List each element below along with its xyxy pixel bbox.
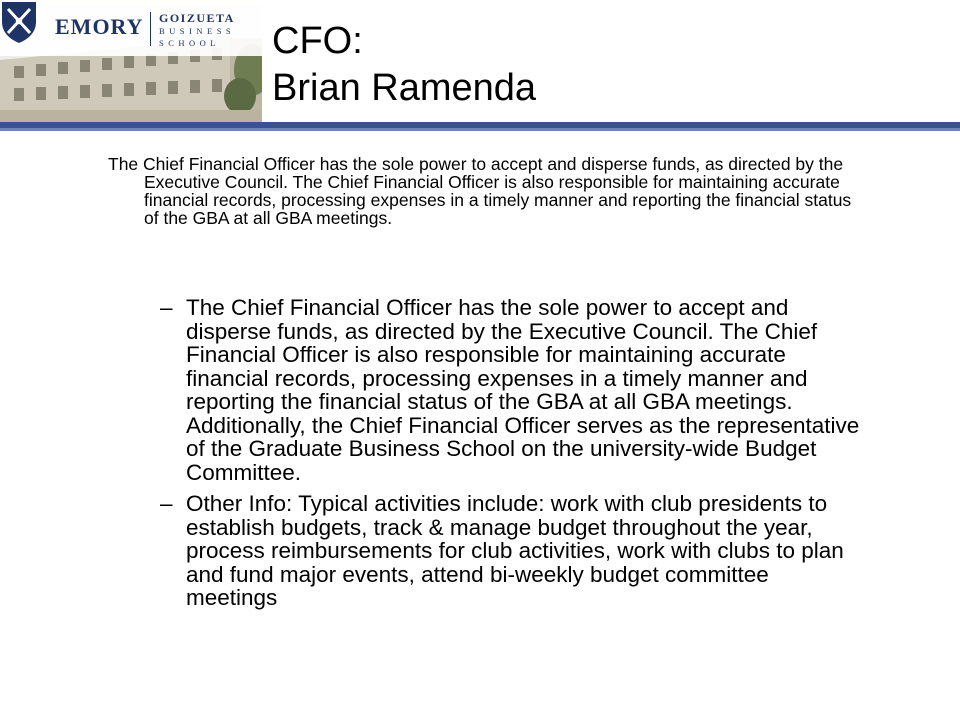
header-rule-accent <box>0 128 960 131</box>
goizueta-line-2: BUSINESS <box>159 26 236 36</box>
bullet-list <box>160 296 860 618</box>
campus-building-image <box>0 0 262 122</box>
emory-shield-icon <box>0 0 38 44</box>
intro-paragraph: The Chief Financial Officer has the sole power to accept and disperse funds, as directed by the Executive Council. The Chief Financial Officer is also responsible for maintaining accurate financial records, processing expenses in a timely manner and reporting the financial status of the GBA at all GBA meetings. <box>108 154 852 228</box>
goizueta-line-3: SCHOOL <box>159 37 221 48</box>
emory-wordmark: EMORY <box>55 14 144 39</box>
slide-title <box>272 18 536 112</box>
logo-bar <box>0 0 262 56</box>
title-line-1: CFO: <box>272 20 363 62</box>
title-line-2: Brian Ramenda <box>272 67 537 109</box>
bullet-item <box>160 296 860 484</box>
bullet-text: Other Info: Typical activities include: work with club presidents to establish budgets, track & manage budget throughout the year, process reimbursements for club activities, work with clubs to plan and fund major events, attend bi-weekly budget committee meetings <box>186 491 844 610</box>
bullet-dash: – <box>160 491 173 516</box>
bullet-text: The Chief Financial Officer has the sole power to accept and disperse funds, as directed by the Executive Council. The Chief Financial Officer is also responsible for maintaining accurate financial records, processing expenses in a timely manner and reporting the financial status of the GBA at all GBA meetings. Additionally, the Chief Financial Officer serves as the representative of the Graduate Business School on the university-wide Budget Committee. <box>186 295 860 485</box>
logo-divider <box>150 12 151 46</box>
goizueta-line-1: GOIZUETA <box>159 11 235 25</box>
bullet-item <box>160 492 860 610</box>
bullet-dash: – <box>160 295 173 320</box>
goizueta-wordmark <box>159 12 235 47</box>
slide-header <box>0 0 960 125</box>
